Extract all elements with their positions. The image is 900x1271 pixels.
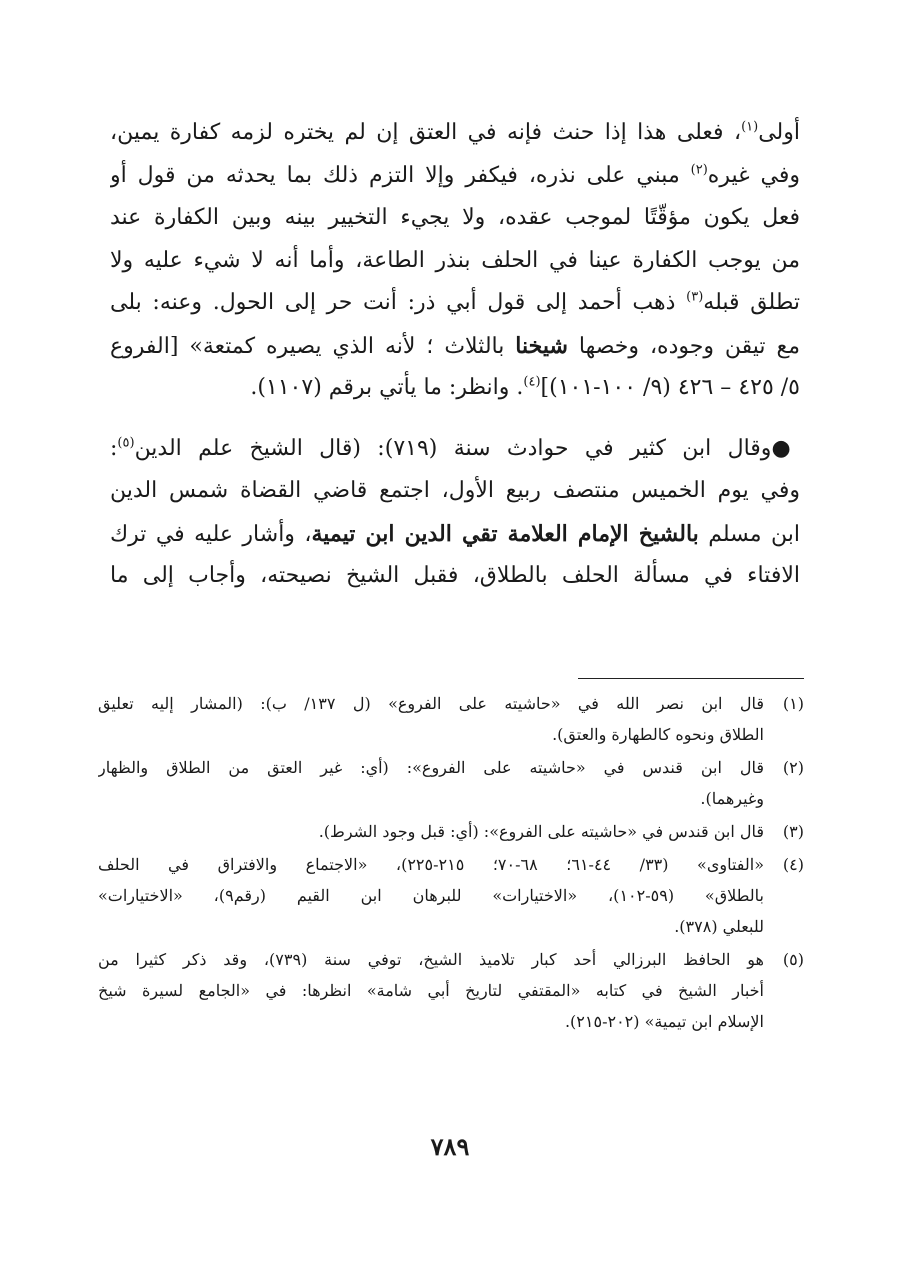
footnote <box>98 816 804 847</box>
footnote-number: (٢) <box>782 758 804 777</box>
footnote-line: وغيرهما). <box>700 789 764 808</box>
text-line: وفي غيره$^{(٢)}$ مبني على نذره، فيكفر وإلا التزم ذلك بما يحدثه من قول أو <box>110 162 800 188</box>
text-line: من يوجب الكفارة عينا في الحلف بنذر الطاعة، وأما أنه لا شيء عليه ولا <box>110 247 800 273</box>
footnote-line: قال ابن قندس في «حاشيته على الفروع»: (أي: قبل وجود الشرط). <box>318 822 764 841</box>
footnote <box>98 688 804 750</box>
text-line: فعل يكون مؤقّتًا لموجب عقده، ولا يجيء التخيير بينه وبين الكفارة عند <box>110 205 800 230</box>
footnote-line: الطلاق ونحوه كالطهارة والعتق). <box>552 725 764 744</box>
footnote-ref[interactable]: (١) <box>741 119 759 135</box>
text-line: ●وقال ابن كثير في حوادث سنة (٧١٩): (قال الشيخ علم الدين$^{(٥)}$: <box>110 435 800 461</box>
text-line: الافتاء في مسألة الحلف بالطلاق، فقبل الشيخ نصيحته، وأجاب إلى ما <box>110 563 800 588</box>
footnote-separator <box>578 678 804 679</box>
footnote-ref[interactable]: (٣) <box>686 289 704 305</box>
footnote-line: الإسلام ابن تيمية» (٢٠٢-٢١٥). <box>564 1012 764 1031</box>
main-text <box>110 112 800 598</box>
footnote-line: «الفتاوى» (٣٣/ ٤٤-٦١؛ ٦٨-٧٠؛ ٢١٥-٢٢٥)، «الاجتماع والافتراق في الحلف <box>98 855 764 874</box>
footnote-line: أخبار الشيخ في كتابه «المقتفي لتاريخ أبي شامة» انظرها: في «الجامع لسيرة شيخ <box>98 981 764 1000</box>
footnote-ref[interactable]: (٢) <box>690 162 708 178</box>
text-line: تطلق قبله$^{(٣)}$ ذهب أحمد إلى قول أبي ذر: أنت حر إلى الحول. وعنه: بلى <box>110 289 800 315</box>
footnote <box>98 849 804 942</box>
text-line: مع تيقن وجوده، وخصها شيخنا بالثلاث ؛ لأنه الذي يصيره كمتعة» [الفروع <box>110 332 800 359</box>
footnote <box>98 752 804 814</box>
text-line: وفي يوم الخميس منتصف ربيع الأول، اجتمع قاضي القضاة شمس الدين <box>110 478 800 503</box>
bullet-icon: ● <box>771 435 800 461</box>
footnote-line: قال ابن نصر الله في «حاشيته على الفروع» (ل ١٣٧/ ب): (المشار إليه تعليق <box>98 694 764 713</box>
text-line: ٥/ ٤٢٥ – ٤٢٦ (٩/ ١٠٠-١٠١)]$^{(٤)}$. وانظر: ما يأتي برقم (١١٠٧). <box>250 374 800 400</box>
footnote-line: قال ابن قندس في «حاشيته على الفروع»: (أي: غير العتق من الطلاق والظهار <box>98 758 764 777</box>
footnote-number: (١) <box>782 694 804 713</box>
footnotes <box>98 688 804 1039</box>
text-line: أولى$^{(١)}$، فعلى هذا إذا حنث فإنه في العتق إن لم يختره لزمه كفارة يمين، <box>110 119 800 145</box>
footnote-number: (٥) <box>782 950 804 969</box>
footnote-ref[interactable]: (٤) <box>523 374 541 390</box>
footnote-line: بالطلاق» (٥٩-١٠٢)، «الاختيارات» للبرهان ابن القيم (رقم٩)، «الاختيارات» <box>98 886 764 905</box>
footnote-line: هو الحافظ البرزالي أحد كبار تلاميذ الشيخ، توفي سنة (٧٣٩)، وقد ذكر كثيرا من <box>98 950 764 969</box>
text-line: ابن مسلم بالشيخ الإمام العلامة تقي الدين ابن تيمية، وأشار عليه في ترك <box>110 520 800 547</box>
footnote-ref[interactable]: (٥) <box>117 435 135 451</box>
footnote-number: (٣) <box>782 822 804 841</box>
footnote-line: للبعلي (٣٧٨). <box>674 917 764 936</box>
footnote-number: (٤) <box>782 855 804 874</box>
footnote <box>98 944 804 1037</box>
page-number: ٧٨٩ <box>430 1132 470 1161</box>
